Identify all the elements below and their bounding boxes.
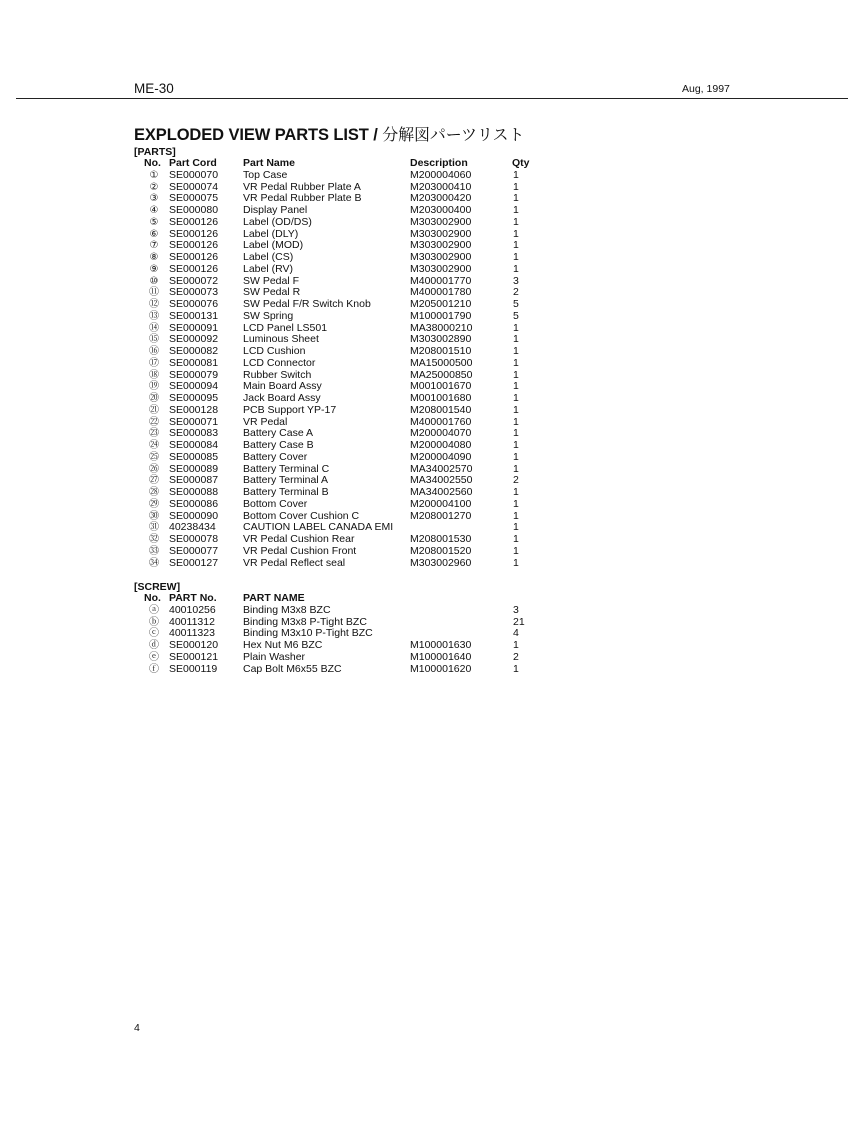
description: MA25000850: [410, 368, 473, 381]
table-row: [0, 664, 600, 676]
part-name: Hex Nut M6 BZC: [243, 639, 323, 651]
part-name: Binding M3x8 BZC: [243, 603, 331, 616]
part-code: SE000071: [169, 415, 219, 428]
item-number: ⑯: [149, 346, 159, 357]
description: M200004090: [410, 450, 472, 463]
item-number: ㉜: [149, 534, 159, 545]
description: M303002960: [410, 556, 472, 569]
description: M200004080: [410, 439, 472, 451]
part-code: SE000092: [169, 333, 219, 346]
part-code: 40010256: [169, 603, 216, 616]
item-number: ㉒: [149, 416, 159, 428]
description: MA38000210: [410, 321, 473, 334]
item-number: ㉑: [149, 404, 159, 416]
description: MA15000500: [410, 356, 473, 369]
part-name: Bottom Cover Cushion C: [243, 509, 360, 522]
part-code: SE000127: [169, 556, 219, 569]
item-number: ⑮: [149, 334, 159, 346]
quantity: 1: [513, 497, 519, 510]
item-number: ⑬: [149, 310, 159, 322]
item-number: ㉝: [149, 545, 159, 557]
quantity: 1: [513, 509, 519, 522]
part-code: SE000128: [169, 403, 219, 416]
quantity: 1: [513, 380, 519, 393]
table-row: [0, 487, 600, 499]
page-title-japanese: 分解図パーツリスト: [382, 125, 525, 144]
part-name: Label (OD/DS): [243, 215, 312, 228]
item-number: ㉙: [149, 498, 159, 510]
table-row: [0, 276, 600, 288]
item-number: ㉓: [149, 428, 159, 440]
page-number: 4: [134, 1022, 140, 1034]
item-number: ①: [149, 169, 159, 181]
part-code: SE000120: [169, 639, 219, 651]
item-number: ⑱: [149, 369, 159, 381]
table-row: [0, 605, 600, 617]
description: M200004060: [410, 168, 472, 181]
quantity: 21: [513, 615, 525, 628]
item-number: ⑧: [149, 252, 159, 263]
part-name: Plain Washer: [243, 650, 306, 663]
quantity: 1: [513, 427, 519, 440]
item-number: ⑥: [149, 228, 159, 240]
item-number: ㉞: [149, 557, 159, 569]
part-name: Top Case: [243, 168, 288, 181]
quantity: 5: [513, 309, 519, 322]
column-header-no: No.: [144, 157, 161, 169]
part-name: Bottom Cover: [243, 497, 308, 510]
part-name: VR Pedal Cushion Front: [243, 544, 357, 557]
part-name: VR Pedal Rubber Plate B: [243, 192, 362, 205]
quantity: 1: [513, 403, 519, 416]
description: M001001670: [410, 380, 472, 393]
quantity: 1: [513, 192, 519, 205]
part-name: Battery Terminal B: [243, 486, 329, 498]
item-number: ⑩: [149, 275, 159, 287]
table-row: [0, 534, 600, 546]
parts-table-header: [0, 158, 600, 170]
table-row: [0, 170, 600, 182]
description: M303002900: [410, 215, 472, 228]
item-number: ㉕: [149, 451, 159, 463]
quantity: 5: [513, 298, 519, 310]
part-name: PCB Support YP-17: [243, 403, 337, 416]
item-number: ⑪: [149, 287, 159, 299]
item-number: ㉗: [149, 475, 159, 487]
item-number: ⑤: [149, 216, 159, 228]
part-name: Label (MOD): [243, 239, 304, 252]
quantity: 1: [513, 544, 519, 557]
table-row: [0, 299, 600, 311]
part-code: SE000126: [169, 227, 219, 240]
item-number: ⑰: [149, 357, 159, 369]
part-code: SE000085: [169, 450, 219, 463]
part-name: VR Pedal Cushion Rear: [243, 533, 355, 545]
part-name: Main Board Assy: [243, 380, 322, 393]
description: M205001210: [410, 298, 472, 310]
table-row: [0, 346, 600, 358]
part-code: SE000072: [169, 274, 219, 287]
part-code: 40011312: [169, 615, 215, 628]
part-name: LCD Connector: [243, 356, 316, 369]
part-name: Luminous Sheet: [243, 333, 319, 346]
part-code: SE000084: [169, 439, 219, 451]
part-name: VR Pedal Reflect seal: [243, 556, 346, 569]
description: M203000410: [410, 180, 472, 193]
quantity: 1: [513, 415, 519, 428]
part-code: SE000119: [169, 662, 218, 675]
quantity: 1: [513, 345, 519, 357]
quantity: 1: [513, 262, 519, 275]
part-code: SE000094: [169, 380, 219, 393]
item-number: ㉖: [149, 463, 159, 475]
part-code: SE000076: [169, 298, 219, 310]
part-code: SE000074: [169, 180, 219, 193]
screw-table-header: [0, 593, 600, 605]
item-number: ⓔ: [149, 651, 159, 663]
part-name: SW Pedal F/R Switch Knob: [243, 298, 371, 310]
table-row: [0, 264, 600, 276]
description: M200004070: [410, 427, 472, 440]
item-number: ⑲: [149, 381, 159, 393]
description: M100001620: [410, 662, 472, 675]
description: M208001540: [410, 403, 472, 416]
part-code: SE000081: [169, 356, 219, 369]
description: M100001640: [410, 650, 472, 663]
part-code: SE000089: [169, 462, 219, 475]
quantity: 1: [513, 168, 519, 181]
part-name: Binding M3x8 P-Tight BZC: [243, 615, 367, 628]
part-code: SE000087: [169, 474, 219, 487]
quantity: 1: [513, 662, 519, 675]
part-code: SE000078: [169, 533, 219, 545]
table-row: [0, 440, 600, 452]
item-number: ②: [149, 181, 159, 193]
description: M400001780: [410, 286, 472, 299]
part-code: SE000126: [169, 215, 219, 228]
table-row: [0, 252, 600, 264]
description: M400001760: [410, 415, 472, 428]
description: M203000420: [410, 192, 472, 205]
part-name: Display Panel: [243, 204, 308, 216]
table-row: [0, 652, 600, 664]
part-code: SE000090: [169, 509, 219, 522]
column-header-qty: Qty: [512, 157, 530, 169]
part-name: SW Pedal R: [243, 286, 301, 299]
header-rule: [16, 98, 848, 99]
item-number: ③: [149, 193, 159, 205]
table-row: [0, 240, 600, 252]
part-name: Battery Case B: [243, 439, 314, 451]
item-number: ⑭: [149, 322, 159, 334]
item-number: ㉔: [149, 440, 159, 451]
quantity: 1: [513, 321, 519, 334]
quantity: 1: [513, 356, 519, 369]
part-code: SE000077: [169, 544, 219, 557]
part-code: SE000091: [169, 321, 219, 334]
part-code: SE000079: [169, 368, 219, 381]
quantity: 1: [513, 227, 519, 240]
description: M208001530: [410, 533, 472, 545]
part-code: SE000088: [169, 486, 219, 498]
part-name: VR Pedal: [243, 415, 288, 428]
quantity: 1: [513, 462, 519, 475]
part-code: SE000070: [169, 168, 219, 181]
part-code: SE000082: [169, 345, 219, 357]
part-name: Binding M3x10 P-Tight BZC: [243, 627, 373, 640]
part-code: SE000095: [169, 392, 219, 404]
part-code: SE000086: [169, 497, 219, 510]
part-name: SW Pedal F: [243, 274, 300, 287]
part-name: VR Pedal Rubber Plate A: [243, 180, 361, 193]
description: M001001680: [410, 392, 472, 404]
description: MA34002560: [410, 486, 473, 498]
part-name: Rubber Switch: [243, 368, 312, 381]
parts-table: [0, 158, 600, 569]
quantity: 1: [513, 639, 519, 651]
table-row: [0, 205, 600, 217]
item-number: ⑫: [149, 299, 159, 310]
item-number: ㉚: [149, 510, 159, 522]
description: M303002900: [410, 262, 472, 275]
item-number: ⓒ: [149, 628, 159, 640]
quantity: 1: [513, 368, 519, 381]
item-number: ⓕ: [149, 663, 159, 675]
column-header-part-name: PART NAME: [243, 592, 305, 604]
part-name: LCD Cushion: [243, 345, 306, 357]
description: M203000400: [410, 204, 472, 216]
quantity: 1: [513, 521, 519, 534]
part-name: SW Spring: [243, 309, 294, 322]
table-row: [0, 558, 600, 570]
description: M208001510: [410, 345, 472, 357]
page-header-model: ME-30: [134, 81, 174, 96]
quantity: 2: [513, 474, 519, 487]
page-title-main: EXPLODED VIEW PARTS LIST /: [134, 126, 383, 144]
part-name: Battery Terminal C: [243, 462, 330, 475]
description: MA34002570: [410, 462, 473, 475]
quantity: 1: [513, 215, 519, 228]
screw-section-label: [SCREW]: [134, 581, 181, 593]
description: M400001770: [410, 274, 472, 287]
part-code: SE000073: [169, 286, 219, 299]
quantity: 2: [513, 650, 519, 663]
parts-section-label: [PARTS]: [134, 146, 176, 158]
description: M303002900: [410, 227, 472, 240]
part-code: SE000131: [169, 309, 219, 322]
part-name: Label (DLY): [243, 227, 299, 240]
page-title: [134, 122, 524, 145]
table-row: [0, 640, 600, 652]
item-number: ⓑ: [149, 616, 159, 628]
table-row: [0, 452, 600, 464]
part-name: Jack Board Assy: [243, 392, 321, 404]
part-code: SE000126: [169, 262, 219, 275]
part-code: SE000083: [169, 427, 219, 440]
item-number: ⓓ: [149, 640, 159, 651]
quantity: 3: [513, 603, 519, 616]
item-number: ㉘: [149, 487, 159, 498]
quantity: 1: [513, 450, 519, 463]
table-row: [0, 405, 600, 417]
part-code: SE000126: [169, 239, 219, 252]
table-row: [0, 217, 600, 229]
part-name: Battery Cover: [243, 450, 308, 463]
column-header-part-name: Part Name: [243, 157, 295, 169]
description: M303002890: [410, 333, 472, 346]
column-header-part-no: PART No.: [169, 592, 217, 604]
item-number: ④: [149, 205, 159, 216]
part-code: 40238434: [169, 521, 216, 534]
quantity: 1: [513, 556, 519, 569]
column-header-description: Description: [410, 157, 468, 169]
description: M303002900: [410, 251, 472, 263]
item-number: ⑳: [149, 393, 159, 404]
part-name: Cap Bolt M6x55 BZC: [243, 662, 342, 675]
quantity: 1: [513, 239, 519, 252]
column-header-no: No.: [144, 592, 161, 604]
description: MA34002550: [410, 474, 473, 487]
description: M208001270: [410, 509, 472, 522]
table-row: [0, 499, 600, 511]
table-row: [0, 546, 600, 558]
quantity: 4: [513, 627, 519, 640]
part-code: SE000075: [169, 192, 219, 205]
item-number: ⑦: [149, 240, 159, 252]
part-name: Battery Terminal A: [243, 474, 329, 487]
quantity: 1: [513, 251, 519, 263]
part-code: SE000121: [169, 650, 219, 663]
description: M303002900: [410, 239, 472, 252]
quantity: 3: [513, 274, 519, 287]
column-header-part-code: Part Cord: [169, 157, 217, 169]
part-name: LCD Panel LS501: [243, 321, 328, 334]
part-name: Battery Case A: [243, 427, 314, 440]
part-code: 40011323: [169, 627, 215, 640]
description: M200004100: [410, 497, 472, 510]
quantity: 1: [513, 533, 519, 545]
part-code: SE000126: [169, 251, 219, 263]
page-header-date: Aug, 1997: [682, 83, 730, 95]
quantity: 1: [513, 439, 519, 451]
quantity: 1: [513, 180, 519, 193]
quantity: 1: [513, 333, 519, 346]
table-row: [0, 358, 600, 370]
item-number: ㉛: [149, 522, 159, 534]
part-name: Label (RV): [243, 262, 293, 275]
part-name: Label (CS): [243, 251, 294, 263]
table-row: [0, 311, 600, 323]
screw-table: [0, 593, 600, 675]
quantity: 2: [513, 286, 519, 299]
description: M208001520: [410, 544, 472, 557]
item-number: ⓐ: [149, 604, 159, 616]
quantity: 1: [513, 392, 519, 404]
description: M100001630: [410, 639, 472, 651]
table-row: [0, 393, 600, 405]
part-name: CAUTION LABEL CANADA EMI: [243, 521, 394, 534]
part-code: SE000080: [169, 204, 219, 216]
quantity: 1: [513, 486, 519, 498]
quantity: 1: [513, 204, 519, 216]
description: M100001790: [410, 309, 472, 322]
item-number: ⑨: [149, 263, 159, 275]
